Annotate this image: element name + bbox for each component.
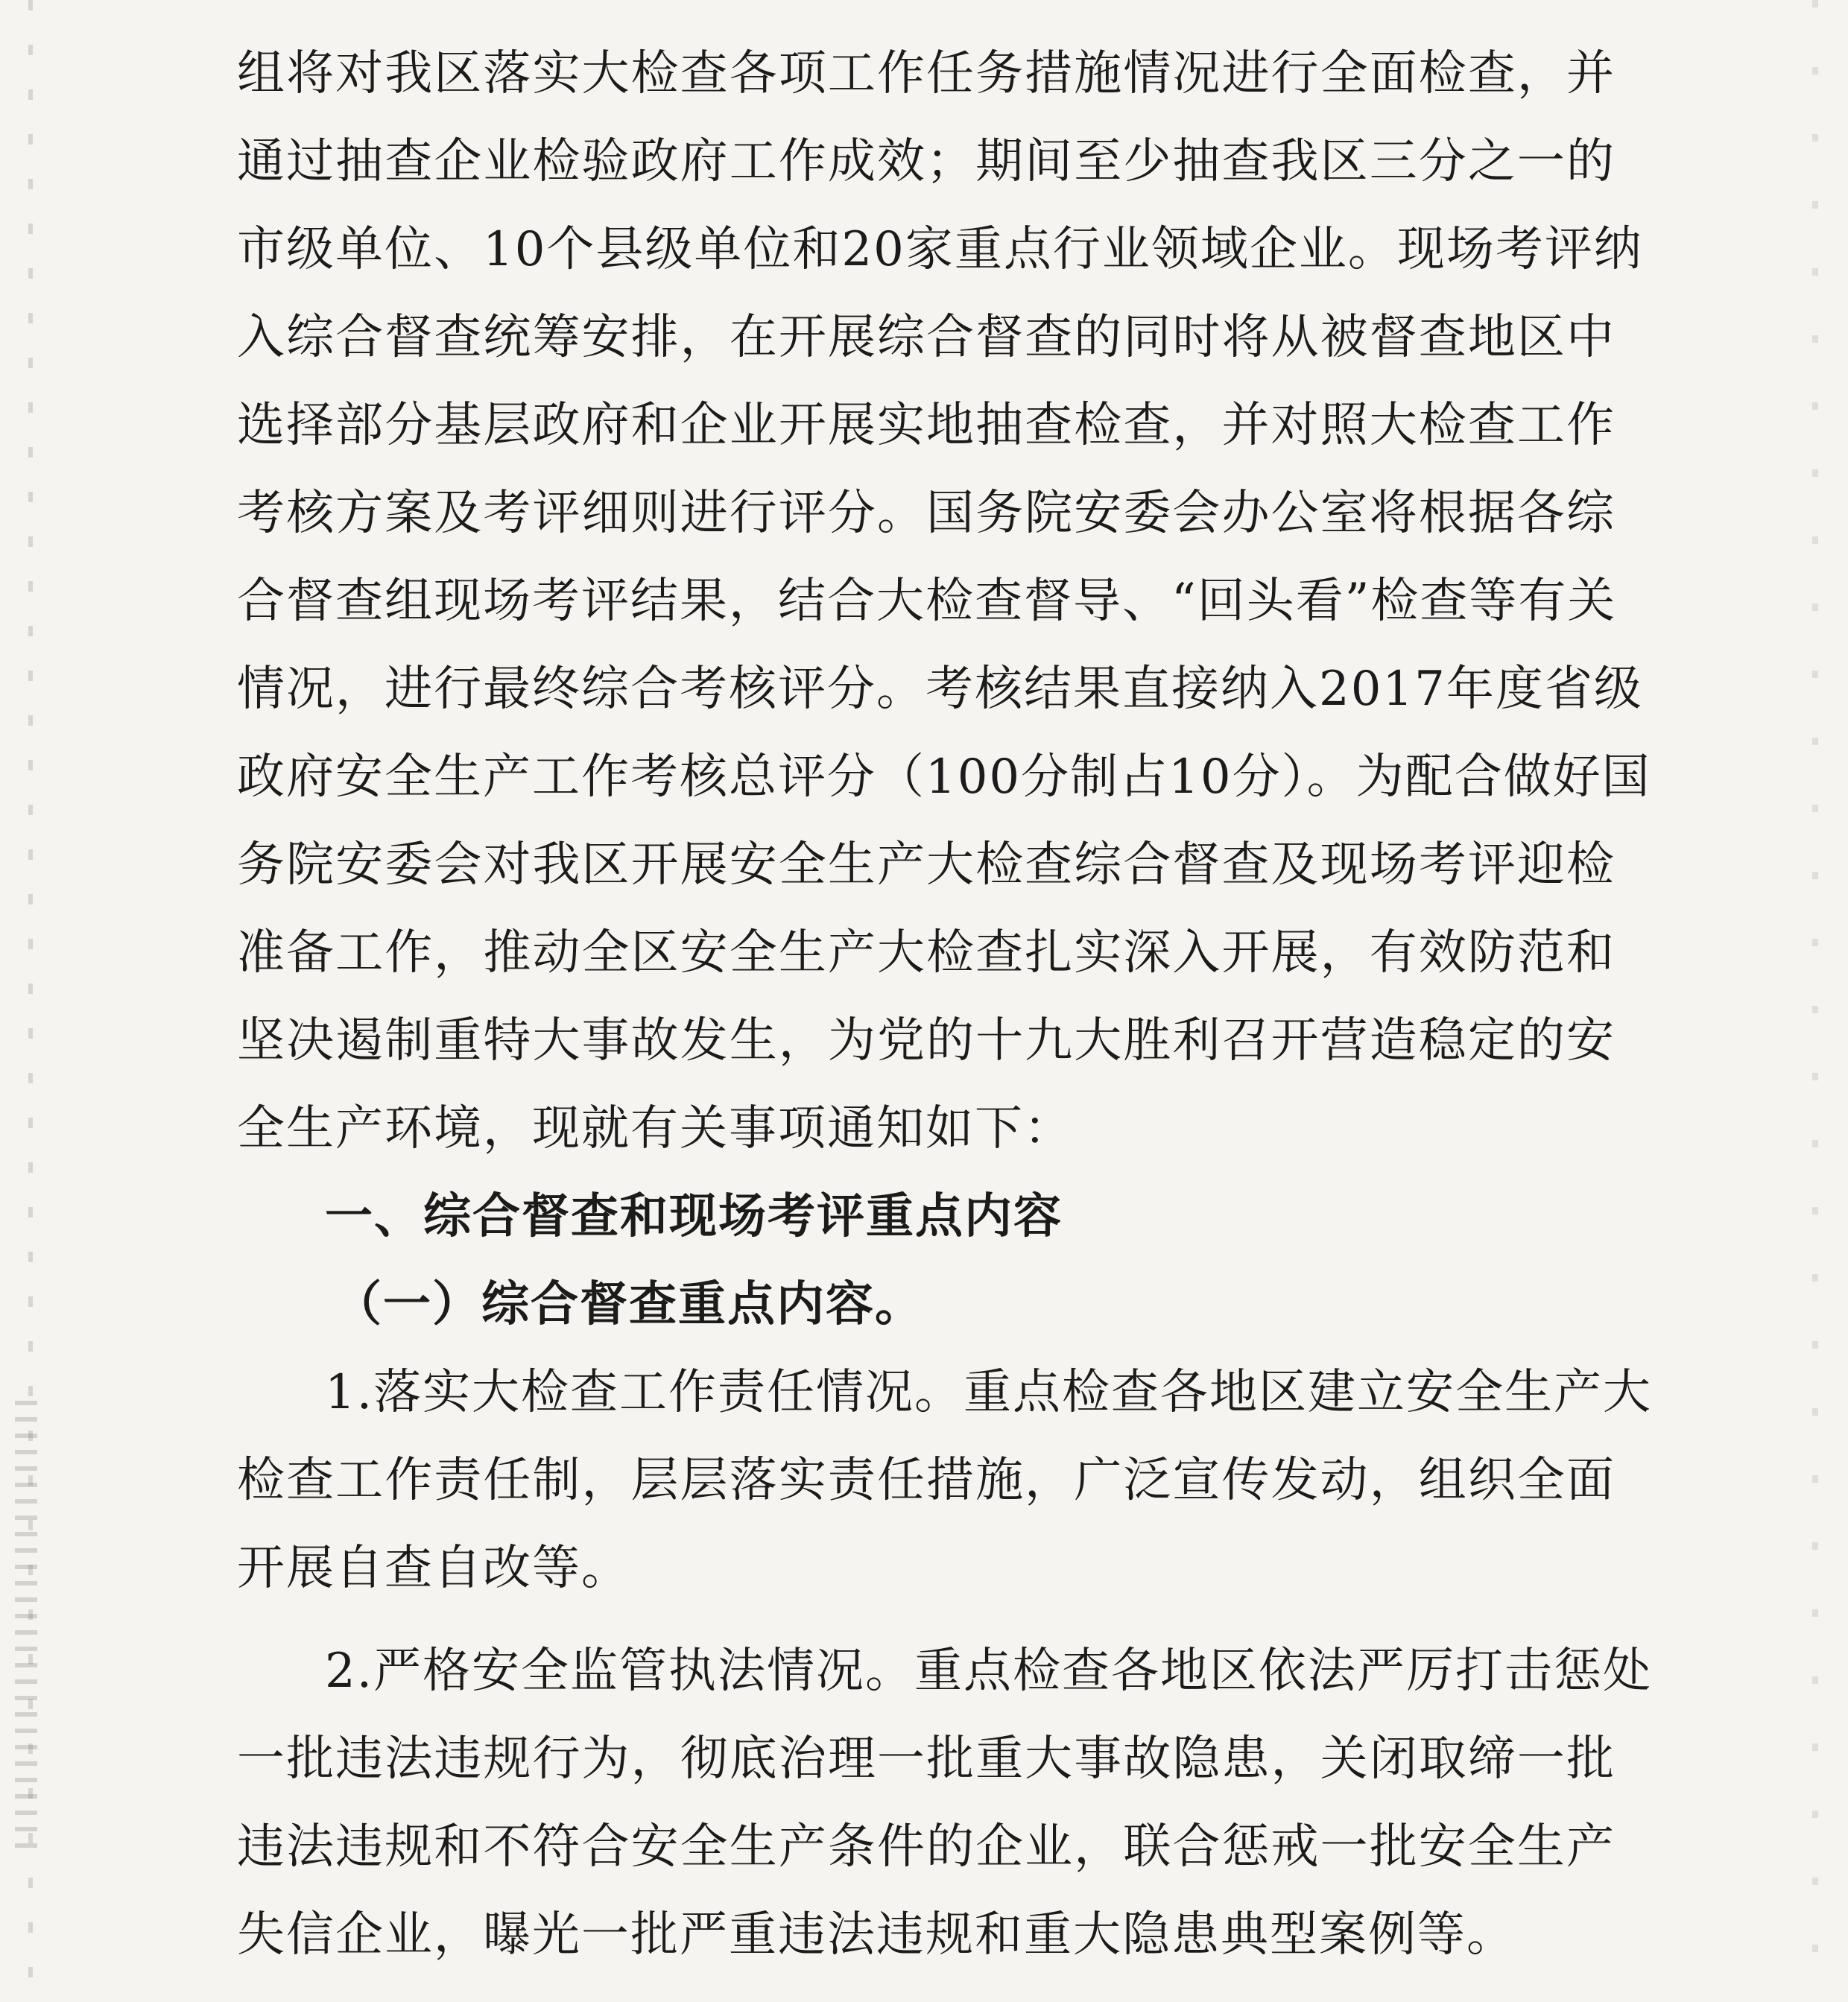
text-line: 政府安全生产工作考核总评分（100分制占10分）。为配合做好国 xyxy=(237,750,1651,805)
paragraph-intro xyxy=(237,30,1651,1173)
text-line: 1.落实大检查工作责任情况。重点检查各地区建立安全生产大 xyxy=(325,1365,1653,1420)
subsection-heading: （一）综合督查重点内容。 xyxy=(334,1276,924,1332)
text-line: 选择部分基层政府和企业开展实地抽查检查，并对照大检查工作 xyxy=(237,398,1616,453)
item-1-paragraph xyxy=(237,1349,1653,1612)
scan-edge-artifact-left-lower xyxy=(15,1401,37,1848)
text-line: 考核方案及考评细则进行评分。国务院安委会办公室将根据各综 xyxy=(237,486,1616,541)
text-line: 准备工作，推动全区安全生产大检查扎实深入开展，有效防范和 xyxy=(237,925,1616,981)
text-line: 坚决遏制重特大事故发生，为党的十九大胜利召开营造稳定的安 xyxy=(237,1013,1616,1068)
text-line: 失信企业，曝光一批严重违法违规和重大隐患典型案例等。 xyxy=(237,1907,1516,1963)
document-body xyxy=(237,30,1653,1979)
scan-edge-artifact-right xyxy=(1812,0,1818,2002)
text-line: 检查工作责任制，层层落实责任措施，广泛宣传发动，组织全面 xyxy=(237,1453,1616,1508)
text-line: 开展自查自改等。 xyxy=(237,1541,630,1596)
text-line: 组将对我区落实大检查各项工作任务措施情况进行全面检查，并 xyxy=(237,46,1616,101)
text-line: 2.严格安全监管执法情况。重点检查各地区依法严厉打击惩处 xyxy=(325,1644,1653,1699)
text-line: 通过抽查企业检验政府工作成效；期间至少抽查我区三分之一的 xyxy=(237,134,1616,189)
text-line: 合督查组现场考评结果，结合大检查督导、“回头看”检查等有关 xyxy=(237,574,1617,629)
section-heading: 一、综合督查和现场考评重点内容 xyxy=(325,1188,1063,1244)
text-line: 务院安委会对我区开展安全生产大检查综合督查及现场考评迎检 xyxy=(237,837,1616,893)
text-line: 市级单位、10个县级单位和20家重点行业领域企业。现场考评纳 xyxy=(237,222,1643,277)
text-line: 情况，进行最终综合考核评分。考核结果直接纳入2017年度省级 xyxy=(237,662,1643,717)
text-line: 一批违法违规行为，彻底治理一批重大事故隐患，关闭取缔一批 xyxy=(237,1732,1616,1787)
text-line: 入综合督查统筹安排，在开展综合督查的同时将从被督查地区中 xyxy=(237,310,1616,365)
text-line: 违法违规和不符合安全生产条件的企业，联合惩戒一批安全生产 xyxy=(237,1819,1616,1875)
text-line: 全生产环境，现就有关事项通知如下： xyxy=(237,1101,1073,1156)
item-2-paragraph xyxy=(237,1627,1653,1979)
